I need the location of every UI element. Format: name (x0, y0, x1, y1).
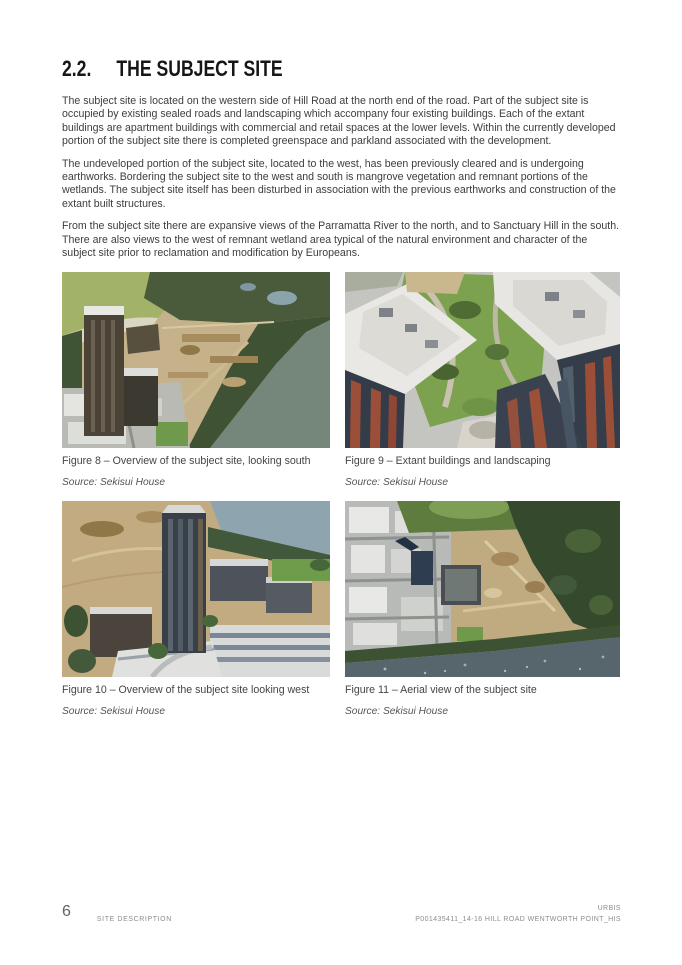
paragraph-2: The undeveloped portion of the subject site, located to the west, has been previously cleared and is undergoing earthworks. Bordering the subject site to the west and south is mangrove vegetation and remnant portions of the wetlands. The subject site itself has been disturbed in association with the previous earthworks and construction of the extant built structures. (62, 157, 616, 210)
footer-left (62, 903, 172, 921)
page-footer (62, 903, 621, 925)
page-content (62, 56, 621, 718)
figure-10-image (62, 501, 330, 677)
footer-section-label: SITE DESCRIPTION (96, 916, 172, 923)
page-number: 6 (62, 903, 71, 920)
figure-8 (62, 272, 330, 489)
paragraph-3: From the subject site there are expansive views of the Parramatta River to the north, and to Sanctuary Hill in the south. There are also views to the west of remnant wetland area typical of the natural environment and character of the subject site prior to reclamation and modification by Europeans. (62, 220, 620, 260)
figure-9-caption: Figure 9 – Extant buildings and landscaping (345, 455, 551, 468)
figure-10-source: Source: Sekisui House (62, 706, 166, 718)
footer-right (415, 903, 621, 925)
figure-9-image (345, 272, 620, 448)
aerial-photo-south-icon (62, 272, 330, 448)
figure-9 (345, 272, 620, 489)
aerial-photo-buildings-icon (345, 272, 620, 448)
aerial-photo-west-icon (62, 501, 330, 677)
figure-11 (345, 501, 620, 718)
section-heading (62, 56, 509, 82)
figure-8-image (62, 272, 330, 448)
figure-10-caption: Figure 10 – Overview of the subject site looking west (62, 684, 310, 697)
footer-document-ref: P001435411_14-16 HILL ROAD WENTWORTH POINT_HIS (415, 916, 621, 923)
figure-11-source: Source: Sekisui House (345, 706, 449, 718)
figure-8-source: Source: Sekisui House (62, 477, 166, 489)
figure-11-caption: Figure 11 – Aerial view of the subject site (345, 684, 537, 697)
figure-10 (62, 501, 330, 718)
aerial-photo-topdown-icon (345, 501, 620, 677)
paragraph-1: The subject site is located on the western side of Hill Road at the north end of the road. Part of the subject site is occupied by existing sealed roads and landscaping which accompany four existing buildings. Each of the extant buildings are apartment buildings with commercial and retail spaces at the lower levels. Within the currently developed portion of the subject site there is completed greenspace and parkland associated with the development. (62, 95, 616, 148)
figure-grid (62, 272, 621, 718)
figure-8-caption: Figure 8 – Overview of the subject site, looking south (62, 455, 311, 468)
figure-11-image (345, 501, 620, 677)
section-title: THE SUBJECT SITE (116, 56, 283, 81)
footer-brand: URBIS (597, 905, 621, 912)
section-number: 2.2. (62, 56, 92, 81)
figure-9-source: Source: Sekisui House (345, 477, 449, 489)
